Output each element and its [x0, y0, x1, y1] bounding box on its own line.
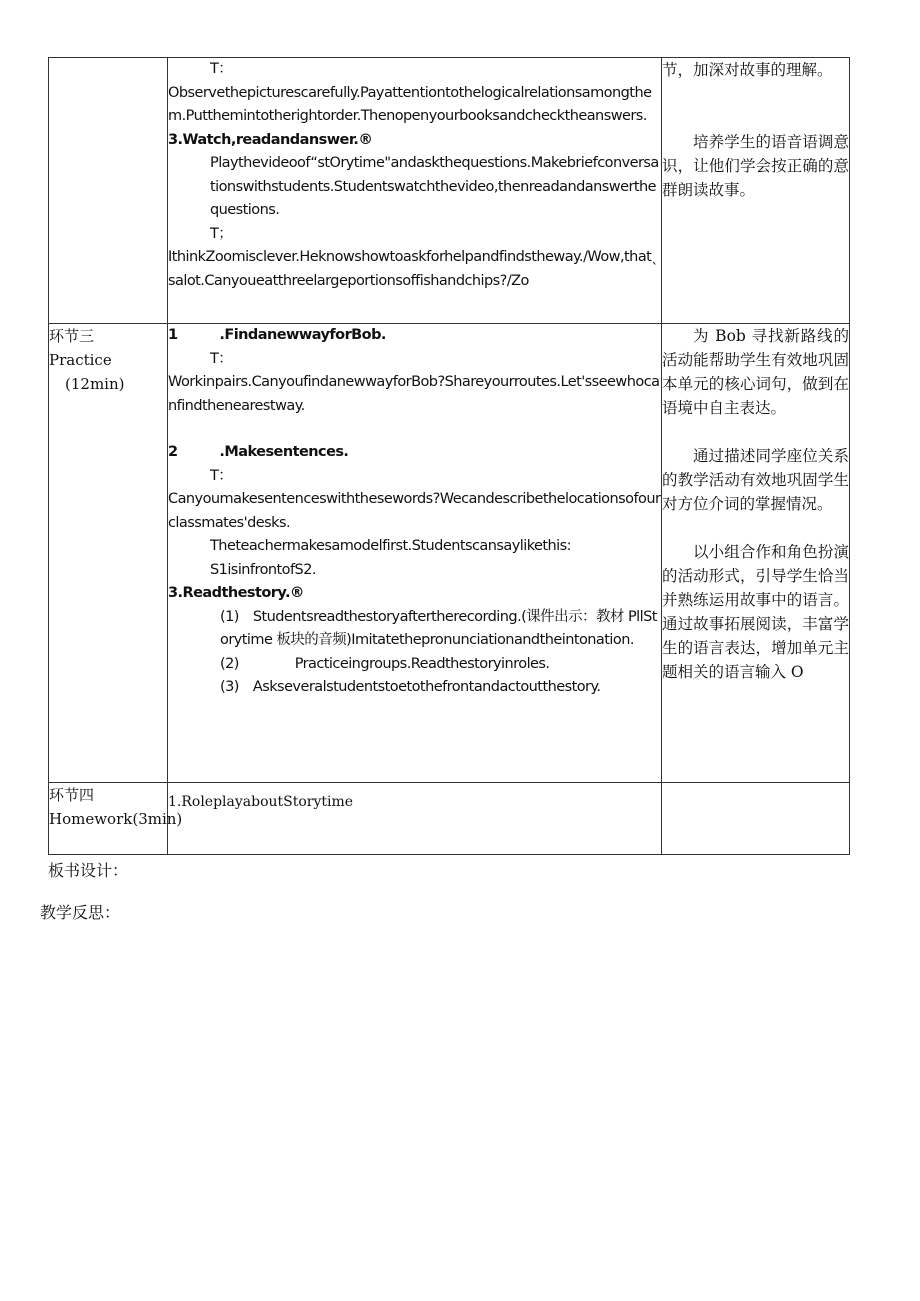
- content-line: [168, 129, 661, 153]
- stage-label-line: Practice: [49, 351, 112, 369]
- stage-label-line: 环节三: [49, 327, 95, 345]
- purpose-cell: [662, 783, 850, 855]
- content-line: T：: [210, 61, 233, 77]
- step-heading: 3.Readthestory.®: [168, 585, 304, 601]
- stage-cell: [49, 58, 168, 324]
- content-cell: [168, 783, 662, 855]
- content-line: [168, 582, 661, 606]
- spacer: [662, 420, 849, 444]
- content-line: Theteachermakesamodelfirst.Studentscansaylikethis:: [210, 538, 571, 554]
- purpose-paragraph: 以小组合作和角色扮演的活动形式，引导学生恰当并熟练运用故事中的语言。通过故事拓展阅读，丰富学生的语言表达，增加单元主题相关的语言输入 O: [662, 543, 849, 681]
- content-line: T；: [210, 225, 233, 242]
- content-line: Canyoumakesentenceswiththesewords?Wecandescribethelocationsofourclassmates'desks.: [168, 491, 661, 531]
- content-line: (1) Studentsreadthestoryaftertherecording.(课件出示：教材 PllStorytime 板块的音频)Imitatethepronunciationandtheintonation.: [220, 608, 657, 648]
- board-design-label: 板书设计：: [48, 861, 129, 880]
- content-line: 1.RoleplayaboutStorytime: [168, 794, 354, 810]
- teaching-reflection-label: 教学反思：: [40, 903, 121, 922]
- lesson-plan-table: [48, 57, 850, 855]
- purpose-paragraph: 为 Bob 寻找新路线的活动能帮助学生有效地巩固本单元的核心词句，做到在语境中自主表达。: [662, 327, 849, 417]
- purpose-paragraph: 节，加深对故事的理解。: [662, 61, 833, 79]
- purpose-cell: [662, 58, 850, 324]
- content-line: T：: [210, 467, 233, 484]
- content-line: T：: [210, 350, 233, 367]
- step-heading: 3.Watch,readandanswer.®: [168, 131, 373, 148]
- table-row: [49, 324, 850, 783]
- purpose-paragraph: 通过描述同学座位关系的教学活动有效地巩固学生对方位介词的掌握情况。: [662, 447, 849, 513]
- purpose-paragraph: 培养学生的语音语调意识，让他们学会按正确的意群朗读故事。: [662, 133, 849, 199]
- stage-label-line: 环节四: [49, 786, 95, 804]
- stage-cell: [49, 324, 168, 783]
- purpose-cell: [662, 324, 850, 783]
- content-line: (3) Askseveralstudentstoetothefrontandactoutthestory.: [220, 679, 601, 695]
- content-line: S1isinfrontofS2.: [210, 561, 316, 578]
- step-heading: 1 .FindanewwayforBob.: [168, 327, 386, 343]
- content-cell: [168, 324, 662, 783]
- content-line: [168, 324, 661, 348]
- stage-cell: [49, 783, 183, 855]
- table-row: [49, 58, 850, 324]
- table-row: [49, 783, 850, 855]
- spacer: [168, 418, 661, 441]
- step-heading: 2 .Makesentences.: [168, 444, 349, 460]
- stage-label-line: (12min): [65, 375, 125, 393]
- content-cell: [168, 58, 662, 324]
- stage-label-line: Homework(3min): [49, 810, 183, 828]
- content-line: Observethepicturescarefully.Payattentiontothelogicalrelationsamongthem.Putthemintotherightorder.Thenopenyourbooksandchecktheanswers.: [168, 84, 652, 124]
- spacer: [662, 516, 849, 540]
- spacer: [662, 82, 849, 130]
- content-line: Workinpairs.CanyoufindanewwayforBob?Shareyourroutes.Let'sseewhocanfindthenearestway.: [168, 374, 660, 414]
- content-line: [168, 441, 661, 465]
- content-line: Playthevideoof“stOrytime"andaskthequestions.Makebriefconversationswithstudents.Studentswatchthevideo,thenreadandanswerthequestions.: [210, 155, 659, 218]
- content-line: (2) Practiceingroups.Readthestoryinroles.: [220, 655, 550, 672]
- content-line: IthinkZoomisclever.Heknowshowtoaskforhelpandfindstheway./Wow,thatˎsalot.Canyoueatthreelargeportionsoffishandchips?/Zo: [168, 249, 658, 289]
